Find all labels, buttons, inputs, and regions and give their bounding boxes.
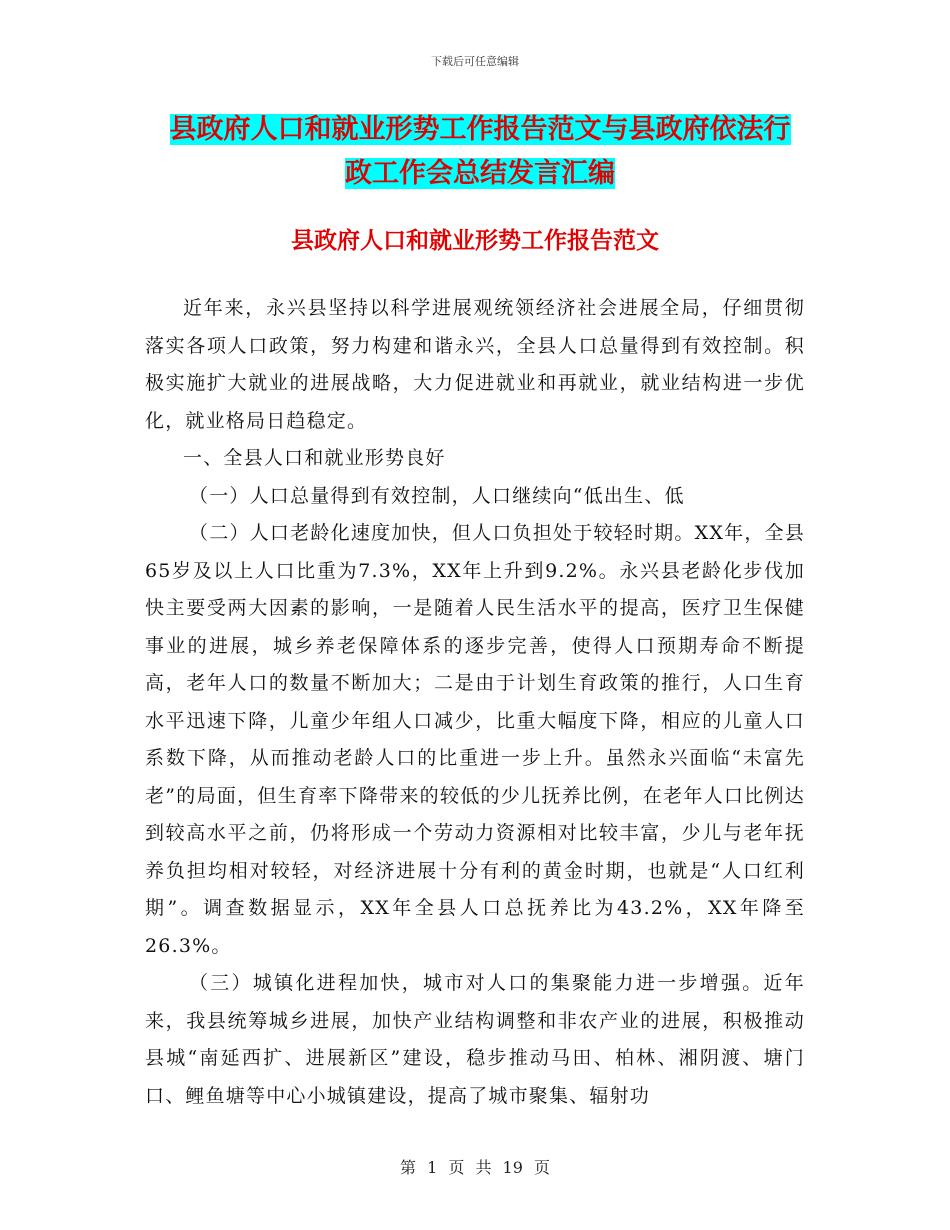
paragraph: 一、全县人口和就业形势良好 [183, 447, 446, 469]
section-heading: 县政府人口和就业形势工作报告范文 [291, 228, 659, 254]
document-title [140, 108, 820, 196]
document-title-line-2: 政工作会总结发言汇编 [345, 158, 615, 189]
paragraph: （二）人口老龄化速度加快，但人口负担处于较轻时期。XX年，全县65岁及以上人口比重为7.3%，XX年上升到9.2%。永兴县老龄化步伐加快主要受两大因素的影响，一是随着人民生活水平的提高，医疗卫生保健事业的进展，城乡养老保障体系的逐步完善，使得人口预期寿命不断提高，老年人口的数量不断加大；二是由于计划生育政策的推行，人口生育水平迅速下降，儿童少年组人口减少，比重大幅度下降，相应的儿童人口系数下降，从而推动老龄人口的比重进一步上升。虽然永兴面临“未富先老”的局面，但生育率下降带来的较低的少儿抚养比例，在老年人口比例达到较高水平之前，仍将形成一个劳动力资源相对比较丰富，少儿与老年抚养负担均相对较轻，对经济进展十分有利的黄金时期，也就是“人口红利期”。调查数据显示，XX年全县人口总抚养比为43.2%，XX年降至26.3%。 [145, 522, 805, 957]
paragraph: 近年来，永兴县坚持以科学进展观统领经济社会进展全局，仔细贯彻落实各项人口政策，努力构建和谐永兴，全县人口总量得到有效控制。积极实施扩大就业的进展战略，大力促进就业和再就业，就业结构进一步优化，就业格局日趋稳定。 [145, 297, 805, 432]
header-note: 下载后可任意编辑 [431, 55, 519, 68]
paragraph: （三）城镇化进程加快，城市对人口的集聚能力进一步增强。近年来，我县统筹城乡进展，加快产业结构调整和非农产业的进展，积极推动县城“南延西扩、进展新区”建设，稳步推动马田、柏林、湘阴渡、塘门口、鲤鱼塘等中心小城镇建设，提高了城市聚集、辐射功 [145, 972, 805, 1107]
page-number-footer: 第 1 页 共 19 页 [400, 1158, 550, 1177]
document-title-line-1: 县政府人口和就业形势工作报告范文与县政府依法行 [169, 114, 791, 145]
body-text [145, 290, 805, 1115]
paragraph: （一）人口总量得到有效控制，人口继续向“低出生、低 [189, 484, 685, 507]
